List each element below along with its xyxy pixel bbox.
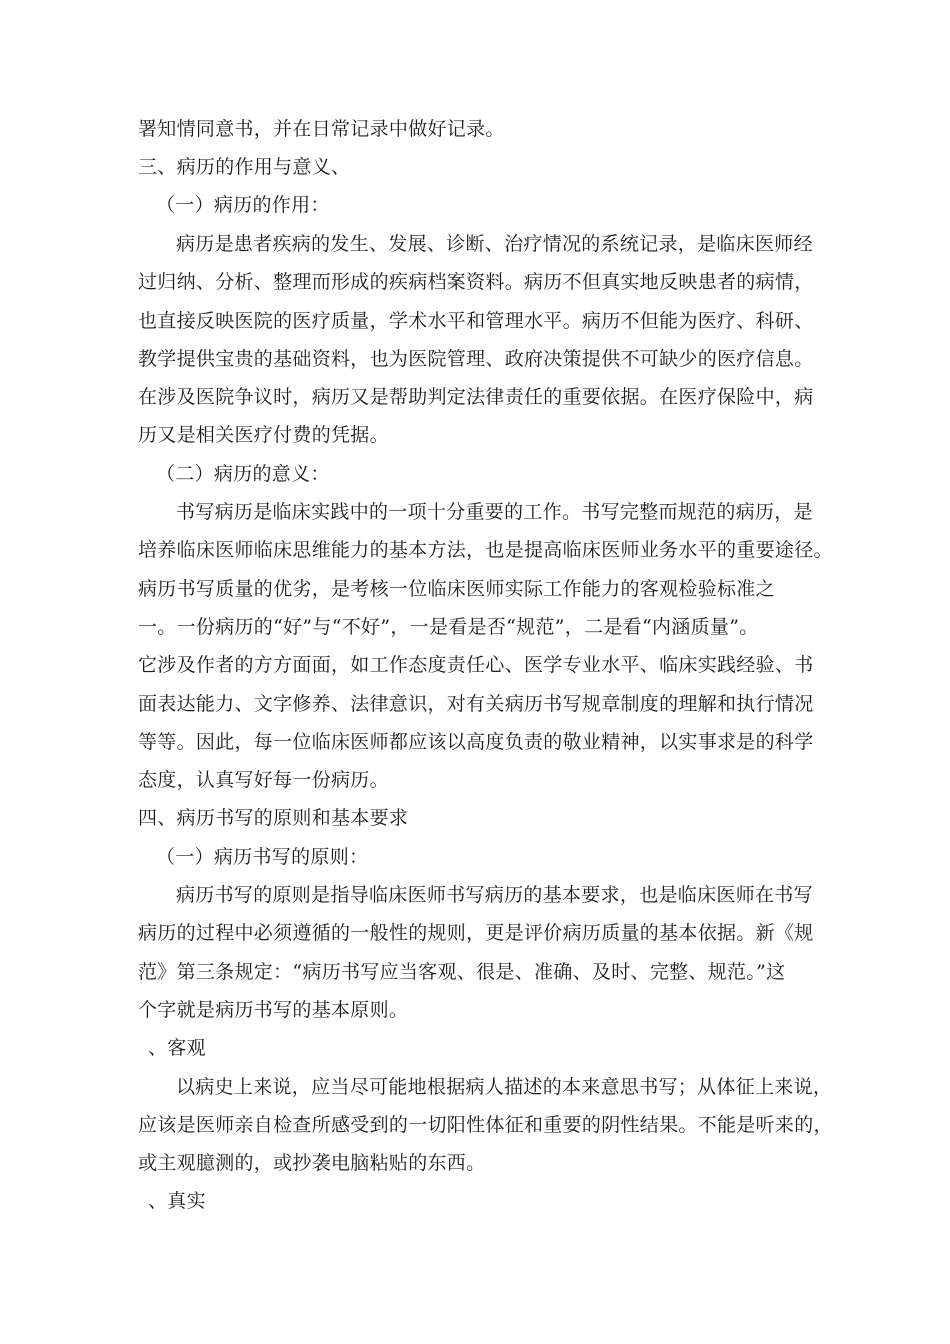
paragraph-line: 病历的过程中必须遵循的一般性的规则，更是评价病历质量的基本依据。新《规 xyxy=(138,922,814,944)
item-heading: 、客观 xyxy=(148,1037,206,1059)
paragraph-line: 或主观臆测的，或抄袭电脑粘贴的东西。 xyxy=(138,1152,486,1174)
paragraph-line: 应该是医师亲自检查所感受到的一切阳性体征和重要的阴性结果。不能是听来的， xyxy=(138,1114,833,1136)
paragraph-line: 在涉及医院争议时，病历又是帮助判定法律责任的重要依据。在医疗保险中，病 xyxy=(138,386,814,408)
paragraph-line: 病历是患者疾病的发生、发展、诊断、治疗情况的系统记录，是临床医师经 xyxy=(176,233,813,255)
paragraph-line: 书写病历是临床实践中的一项十分重要的工作。书写完整而规范的病历，是 xyxy=(176,501,813,523)
paragraph-line: 个字就是病历书写的基本原则。 xyxy=(138,999,409,1021)
paragraph-line: 范》第三条规定：“病历书写应当客观、很是、准确、及时、完整、规范。”这 xyxy=(138,961,786,983)
subsection-heading: （二）病历的意义： xyxy=(156,463,330,485)
paragraph-line: 过归纳、分析、整理而形成的疾病档案资料。病历不但真实地反映患者的病情， xyxy=(138,271,814,293)
paragraph-line: 署知情同意书，并在日常记录中做好记录。 xyxy=(138,118,505,140)
paragraph-line: 病历书写质量的优劣，是考核一位临床医师实际工作能力的客观检验标准之 xyxy=(138,578,775,600)
subsection-heading: （一）病历书写的原则： xyxy=(156,846,369,868)
paragraph-line: 面表达能力、文字修养、法律意识，对有关病历书写规章制度的理解和执行情况 xyxy=(138,693,814,715)
paragraph-line: 病历书写的原则是指导临床医师书写病历的基本要求，也是临床医师在书写 xyxy=(176,884,813,906)
paragraph-line: 历又是相关医疗付费的凭据。 xyxy=(138,424,389,446)
paragraph-line: 也直接反映医院的医疗质量，学术水平和管理水平。病历不但能为医疗、科研、 xyxy=(138,310,814,332)
subsection-heading: （一）病历的作用： xyxy=(156,194,330,216)
paragraph-line: 等等。因此，每一位临床医师都应该以高度负责的敬业精神，以实事求是的科学 xyxy=(138,731,814,753)
paragraph-line: 它涉及作者的方方面面，如工作态度责任心、医学专业水平、临床实践经验、书 xyxy=(138,654,814,676)
section-heading: 四、病历书写的原则和基本要求 xyxy=(138,807,409,829)
item-heading: 、真实 xyxy=(148,1190,206,1212)
section-heading: 三、病历的作用与意义、 xyxy=(138,156,351,178)
paragraph-line: 态度，认真写好每一份病历。 xyxy=(138,769,389,791)
paragraph-line: 以病史上来说，应当尽可能地根据病人描述的本来意思书写；从体征上来说， xyxy=(176,1076,833,1098)
paragraph-line: 培养临床医师临床思维能力的基本方法，也是提高临床医师业务水平的重要途径。 xyxy=(138,539,833,561)
paragraph-line: 教学提供宝贵的基础资料，也为医院管理、政府决策提供不可缺少的医疗信息。 xyxy=(138,348,814,370)
paragraph-line: 一。一份病历的“好”与“不好”，一是看是否“规范”，二是看“内涵质量”。 xyxy=(138,616,759,638)
